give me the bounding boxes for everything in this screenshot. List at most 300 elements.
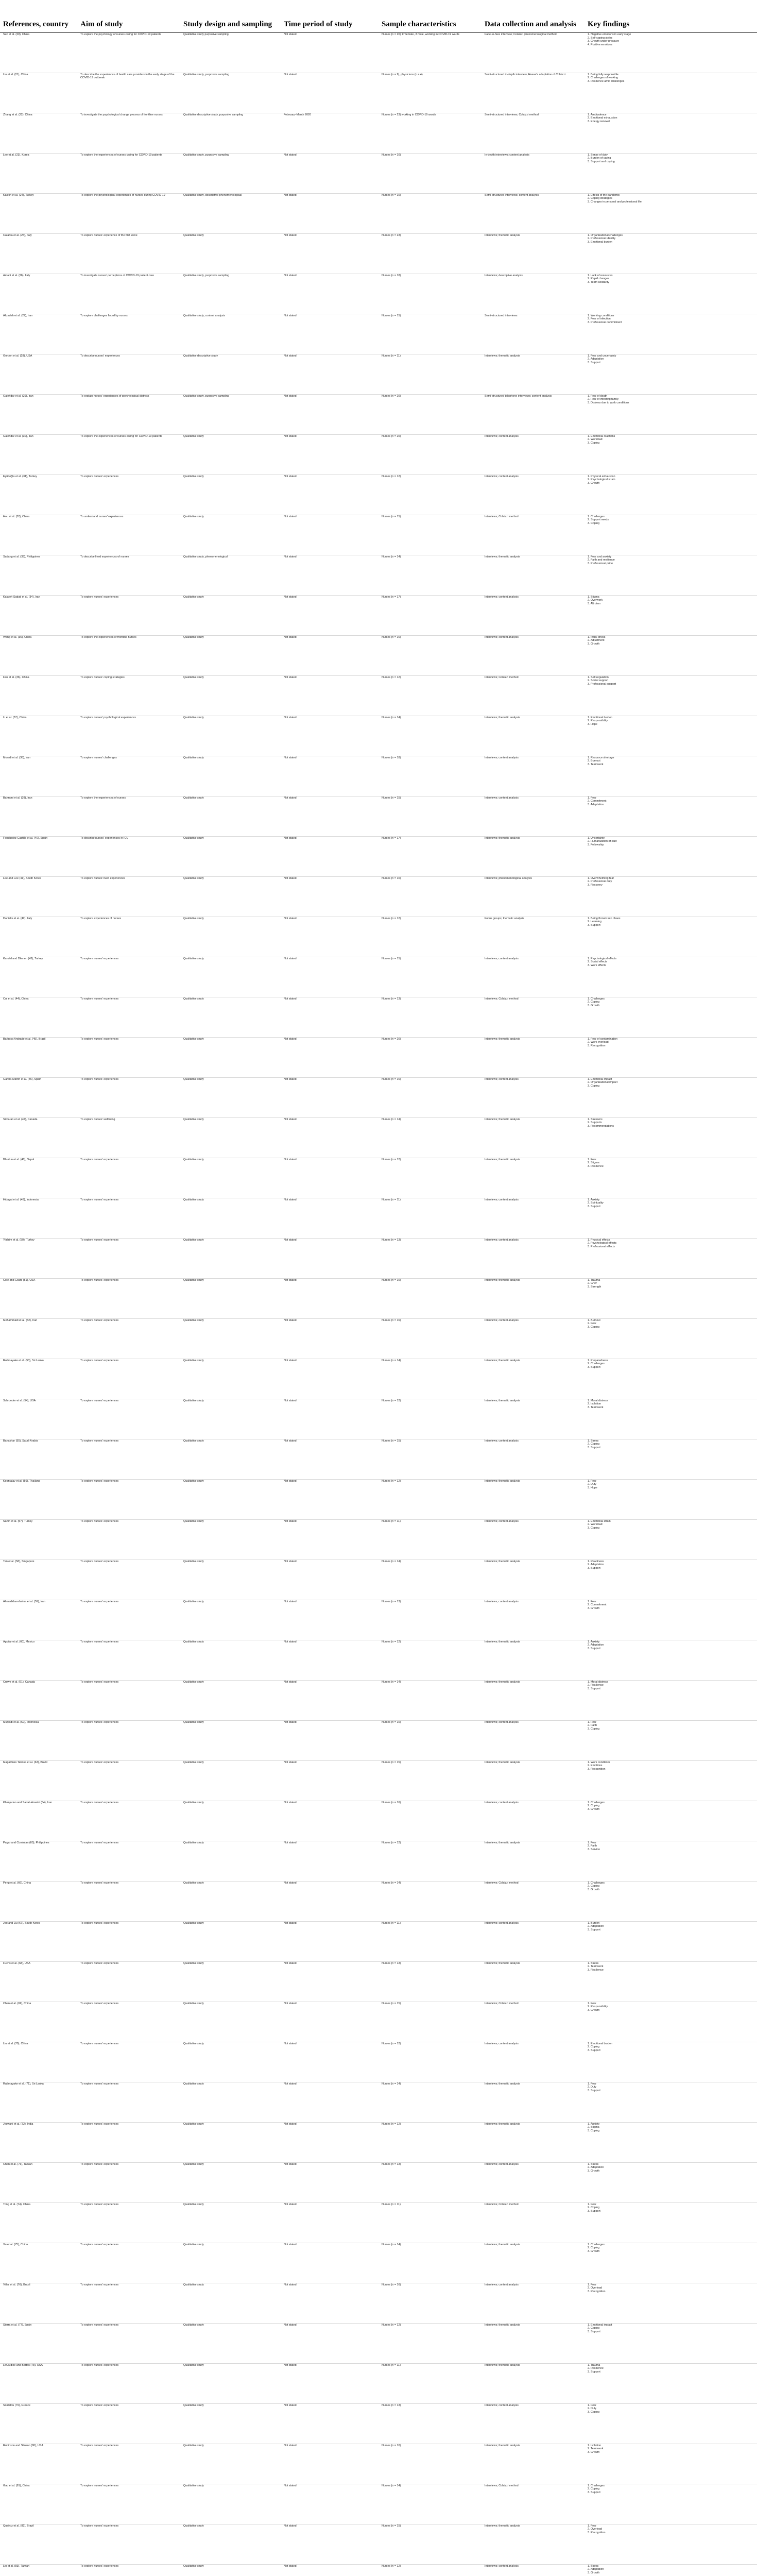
sample-cell: Nurses (n = 11) <box>378 2202 481 2243</box>
reference-cell[interactable]: Ahmadidarrehsima et al. (59), Iran <box>0 1600 77 1640</box>
table-row <box>0 595 757 635</box>
aim-cell: To describe nurses' experiences in ICU <box>77 836 180 876</box>
reference-cell[interactable]: Hou et al. (32), China <box>0 515 77 555</box>
aim-cell: To explore nurses' experiences <box>77 1519 180 1560</box>
data-cell: Interviews; thematic analysis <box>481 1560 584 1600</box>
reference-cell[interactable]: Jeswani et al. (72), India <box>0 2122 77 2162</box>
findings-cell <box>584 2243 757 2283</box>
finding-item: 3. Growth <box>588 2008 600 2012</box>
design-cell: Qualitative descriptive study, purposive sampling <box>180 113 281 153</box>
finding-item: 2. Rapid changes <box>588 277 609 281</box>
findings-cell <box>584 1841 757 1881</box>
reference-cell[interactable]: Yildirim et al. (50), Turkey <box>0 1238 77 1278</box>
design-cell: Qualitative study <box>180 1399 281 1439</box>
finding-item: 2. Teamwork <box>588 2447 604 2451</box>
table-row <box>0 2122 757 2162</box>
sample-cell: Nurses (n = 15) <box>378 314 481 354</box>
finding-item: 1. Trauma <box>588 1278 600 1282</box>
aim-cell: To explore nurses' experiences <box>77 2323 180 2363</box>
reference-cell[interactable]: Fan et al. (36), China <box>0 675 77 716</box>
reference-cell[interactable]: Robinson and Stinson (80), USA <box>0 2444 77 2484</box>
data-cell: Interviews; thematic analysis <box>481 2082 584 2122</box>
finding-item: 3. Professional commitment <box>588 320 622 324</box>
sample-cell: Nurses (n = 13) <box>378 2403 481 2444</box>
finding-item: 4. Positive emotions <box>588 43 613 46</box>
header-row <box>0 0 757 32</box>
period-cell: Not stated <box>281 1841 378 1881</box>
finding-item: 3. Support <box>588 1687 600 1690</box>
finding-item: 1. Emotional impact <box>588 2323 612 2327</box>
finding-item: 3. Growth <box>588 2249 600 2253</box>
data-cell: Interviews; thematic analysis <box>481 233 584 274</box>
aim-cell: To explore nurses' challenges <box>77 756 180 796</box>
reference-cell[interactable]: Li et al. (37), China <box>0 716 77 756</box>
findings-cell <box>584 32 757 73</box>
reference-cell[interactable]: Crowe et al. (61), Canada <box>0 1680 77 1720</box>
reference-cell[interactable]: Wang et al. (35), China <box>0 635 77 675</box>
table-row <box>0 1359 757 1399</box>
finding-item: 1. Challenges <box>588 2243 605 2246</box>
design-cell: Qualitative study <box>180 836 281 876</box>
period-cell: Not stated <box>281 515 378 555</box>
finding-item: 2. Psychological strain <box>588 478 615 482</box>
period-cell: Not stated <box>281 635 378 675</box>
finding-item: 2. Coping <box>588 2045 600 2049</box>
data-cell: Interviews; thematic analysis <box>481 2323 584 2363</box>
reference-cell[interactable]: Gao et al. (81), China <box>0 2484 77 2524</box>
data-cell: Interviews; thematic analysis <box>481 2444 584 2484</box>
sample-cell: Nurses (n = 13) <box>378 2162 481 2202</box>
finding-item: 2. Social effects <box>588 960 607 964</box>
finding-item: 3. Support <box>588 1446 600 1449</box>
header-period: Time period of study <box>281 0 378 32</box>
reference-cell[interactable]: Rathnayake et al. (53), Sri Lanka <box>0 1359 77 1399</box>
finding-item: 1. Fear <box>588 1720 597 1724</box>
reference-cell[interactable]: Xu et al. (75), China <box>0 2243 77 2283</box>
finding-item: 3. Recommendations <box>588 1124 614 1128</box>
aim-cell: To explore nurses' experiences <box>77 2403 180 2444</box>
reference-cell[interactable]: LoGiudice and Bartos (78), USA <box>0 2363 77 2403</box>
aim-cell: To explore nurses' experiences <box>77 2564 180 2576</box>
reference-cell[interactable]: Sahin et al. (57), Turkey <box>0 1519 77 1560</box>
finding-item: 3. Support <box>588 2490 600 2494</box>
aim-cell: To explore nurses' experiences <box>77 2243 180 2283</box>
table-row <box>0 796 757 836</box>
findings-cell <box>584 2363 757 2403</box>
finding-item: 2. Professional duty <box>588 880 612 884</box>
aim-cell: To explore nurses' experiences <box>77 1479 180 1519</box>
table-row <box>0 1399 757 1439</box>
reference-cell[interactable]: Lee and Lee (41), South Korea <box>0 876 77 917</box>
design-cell: Qualitative study <box>180 1881 281 1921</box>
design-cell: Qualitative study <box>180 2363 281 2403</box>
period-cell: Not stated <box>281 2202 378 2243</box>
findings-cell <box>584 73 757 113</box>
table-row <box>0 2082 757 2122</box>
table-row <box>0 957 757 997</box>
findings-cell <box>584 2042 757 2082</box>
design-cell: Qualitative study, descriptive phenomenological <box>180 193 281 233</box>
period-cell: Not stated <box>281 1760 378 1801</box>
findings-cell <box>584 1238 757 1278</box>
data-cell: Interviews; thematic analysis <box>481 1117 584 1158</box>
finding-item: 3. Support and coping <box>588 160 615 163</box>
aim-cell: To explore nurses' experiences <box>77 2484 180 2524</box>
table-row <box>0 2042 757 2082</box>
sample-cell: Nurses (n = 20) 17 female, 3 male, working in COVID-19 wards <box>378 32 481 73</box>
findings-cell <box>584 1439 757 1479</box>
findings-cell <box>584 515 757 555</box>
design-cell: Qualitative study <box>180 434 281 474</box>
table-row <box>0 1841 757 1881</box>
reference-cell[interactable]: Aguilar et al. (60), Mexico <box>0 1640 77 1680</box>
finding-item: 1. Resource shortage <box>588 756 614 759</box>
finding-item: 2. Duty <box>588 2086 597 2089</box>
sample-cell: Nurses (n = 12) <box>378 2564 481 2576</box>
table-row <box>0 1278 757 1318</box>
data-cell: Interviews; content analysis <box>481 1801 584 1841</box>
reference-cell[interactable]: Mohammadi et al. (52), Iran <box>0 1318 77 1359</box>
reference-cell[interactable]: Kalateh Sadati et al. (34), Iran <box>0 595 77 635</box>
data-cell: Interviews; content analysis <box>481 2042 584 2082</box>
reference-cell[interactable]: Soldatou (79), Greece <box>0 2403 77 2444</box>
reference-cell[interactable]: Cole and Coats (51), USA <box>0 1278 77 1318</box>
table-row <box>0 1077 757 1117</box>
period-cell: Not stated <box>281 1519 378 1560</box>
reference-cell[interactable]: Bhurtun et al. (48), Nepal <box>0 1158 77 1198</box>
findings-cell <box>584 1359 757 1399</box>
reference-cell[interactable]: Joo and Liu (67), South Korea <box>0 1921 77 1961</box>
finding-item: 3. Coping <box>588 2129 600 2132</box>
finding-item: 1. Lack of resources <box>588 274 613 277</box>
data-cell: Semi-structured interviews; content analysis <box>481 193 584 233</box>
findings-cell <box>584 876 757 917</box>
finding-item: 2. Overload <box>588 2286 602 2290</box>
period-cell: Not stated <box>281 2162 378 2202</box>
finding-item: 3. Coping <box>588 1325 600 1329</box>
sample-cell: Nurses (n = 13) <box>378 1238 481 1278</box>
finding-item: 3. Recovery <box>588 883 603 887</box>
reference-cell[interactable]: Koontalay et al. (56), Thailand <box>0 1479 77 1519</box>
data-cell: Interviews; content analysis <box>481 2403 584 2444</box>
finding-item: 2. Faith and resilience <box>588 558 615 562</box>
sample-cell: Nurses (n = 15) <box>378 957 481 997</box>
sample-cell: Nurses (n = 15) <box>378 1760 481 1801</box>
data-cell: Interviews; content analysis <box>481 1720 584 1760</box>
data-cell: Interviews; thematic analysis <box>481 1479 584 1519</box>
finding-item: 1. Anxiety <box>588 1640 600 1643</box>
aim-cell: To explore the psychological experiences of nurses during COVID-19 <box>77 193 180 233</box>
aim-cell: To explore the experiences of frontline nurses <box>77 635 180 675</box>
table-row <box>0 1439 757 1479</box>
reference-cell[interactable]: Chen et al. (69), China <box>0 2002 77 2042</box>
design-cell: Qualitative study <box>180 2002 281 2042</box>
finding-item: 2. Coping <box>588 1804 600 1808</box>
findings-cell <box>584 1881 757 1921</box>
finding-item: 1. Work conditions <box>588 1760 611 1764</box>
finding-item: 1. Psychological effects <box>588 957 617 960</box>
reference-cell[interactable]: Sierra et al. (77), Spain <box>0 2323 77 2363</box>
table-row <box>0 1198 757 1238</box>
period-cell: Not stated <box>281 2042 378 2082</box>
period-cell: Not stated <box>281 474 378 515</box>
reference-cell[interactable]: Fuchs et al. (68), USA <box>0 1961 77 2002</box>
findings-cell <box>584 2002 757 2042</box>
header-reference: References, country <box>0 0 77 32</box>
sample-cell: Nurses (n = 15) <box>378 2524 481 2564</box>
reference-cell[interactable]: Mulyadi et al. (62), Indonesia <box>0 1720 77 1760</box>
aim-cell: To explain nurses' experiences of psychological distress <box>77 394 180 434</box>
findings-cell <box>584 675 757 716</box>
finding-item: 2. Responsibility <box>588 2005 608 2009</box>
findings-cell <box>584 314 757 354</box>
reference-cell[interactable]: Galehdar et al. (30), Iran <box>0 434 77 474</box>
reference-cell[interactable]: Sun et al. (20), China <box>0 32 77 73</box>
finding-item: 2. Coping <box>588 2246 600 2250</box>
finding-item: 2. Social support <box>588 679 609 683</box>
sample-cell: Nurses (n = 17) <box>378 595 481 635</box>
finding-item: 2. Workload <box>588 1523 603 1527</box>
finding-item: 1. Physical effects <box>588 1238 610 1242</box>
finding-item: 2. Challenges of working <box>588 76 618 80</box>
sample-cell: Nurses (n = 12) <box>378 1841 481 1881</box>
aim-cell: To explore nurses' lived experiences <box>77 876 180 917</box>
table-body <box>0 32 757 2576</box>
aim-cell: To explore nurses' experiences <box>77 1961 180 2002</box>
reference-cell[interactable]: Khanjarian and Sadat-Hoseini (64), Iran <box>0 1801 77 1841</box>
design-cell: Qualitative study <box>180 1760 281 1801</box>
design-cell: Qualitative study <box>180 2162 281 2202</box>
design-cell: Qualitative study <box>180 1077 281 1117</box>
reference-cell[interactable]: Bahrami et al. (39), Iran <box>0 796 77 836</box>
table-row <box>0 274 757 314</box>
table-row <box>0 1640 757 1680</box>
findings-cell <box>584 2444 757 2484</box>
findings-cell <box>584 716 757 756</box>
finding-item: 1. Fear <box>588 2283 597 2286</box>
finding-item: 2. Isolation <box>588 1402 601 1406</box>
finding-item: 3. Growth <box>588 1606 600 1610</box>
period-cell: Not stated <box>281 233 378 274</box>
reference-cell[interactable]: Lee et al. (23), Korea <box>0 153 77 193</box>
data-cell: Interviews; content analysis <box>481 796 584 836</box>
findings-cell <box>584 635 757 675</box>
period-cell: Not stated <box>281 2363 378 2403</box>
reference-cell[interactable]: Catania et al. (25), Italy <box>0 233 77 274</box>
finding-item: 1. Uncertainty <box>588 836 605 840</box>
aim-cell: To explore nurses' experiences <box>77 2444 180 2484</box>
findings-cell <box>584 434 757 474</box>
reference-cell[interactable]: Moradi et al. (38), Iran <box>0 756 77 796</box>
data-cell: Interviews; thematic analysis <box>481 1158 584 1198</box>
data-cell: Interviews; thematic analysis <box>481 1841 584 1881</box>
finding-item: 1. Organizational challenges <box>588 233 623 237</box>
reference-cell[interactable]: Kackin et al. (24), Turkey <box>0 193 77 233</box>
sample-cell: Nurses (n = 13) <box>378 1600 481 1640</box>
sample-cell: Nurses (n = 14) <box>378 2082 481 2122</box>
reference-cell[interactable]: Tong et al. (74), China <box>0 2202 77 2243</box>
period-cell: Not stated <box>281 193 378 233</box>
findings-cell <box>584 997 757 1037</box>
reference-cell[interactable]: Liu et al. (21), China <box>0 73 77 113</box>
table-row <box>0 2002 757 2042</box>
finding-item: 1. Stress <box>588 2162 599 2166</box>
finding-item: 2. Coping <box>588 2487 600 2491</box>
reference-cell[interactable]: Gordon et al. (28), USA <box>0 354 77 394</box>
reference-cell[interactable]: Pagar and Comintan (65), Philippines <box>0 1841 77 1881</box>
table-row <box>0 153 757 193</box>
period-cell: Not stated <box>281 595 378 635</box>
sample-cell: Nurses (n = 13) <box>378 1961 481 2002</box>
reference-cell[interactable]: Rathnayake et al. (71), Sri Lanka <box>0 2082 77 2122</box>
aim-cell: To explore nurses' experiences <box>77 1640 180 1680</box>
finding-item: 2. Stigma <box>588 1161 599 1165</box>
aim-cell: To explore nurses' experience of the first wave <box>77 233 180 274</box>
finding-item: 3. Hope <box>588 1486 597 1489</box>
finding-item: 1. Fear <box>588 1841 597 1844</box>
period-cell: Not stated <box>281 314 378 354</box>
finding-item: 3. Work effects <box>588 963 606 967</box>
data-cell: Interviews; content analysis <box>481 1519 584 1560</box>
finding-item: 2. Commitment <box>588 800 607 803</box>
findings-cell <box>584 917 757 957</box>
period-cell: Not stated <box>281 2082 378 2122</box>
table-row <box>0 2363 757 2403</box>
reference-cell[interactable]: Schroeder et al. (54), USA <box>0 1399 77 1439</box>
table-row <box>0 2162 757 2202</box>
finding-item: 1. Emotional burden <box>588 716 613 719</box>
period-cell: Not stated <box>281 1801 378 1841</box>
findings-cell <box>584 957 757 997</box>
aim-cell: To explore the experiences of nurses <box>77 796 180 836</box>
reference-cell[interactable]: Sadang et al. (33), Philippines <box>0 555 77 595</box>
design-cell: Qualitative study <box>180 2403 281 2444</box>
period-cell: Not stated <box>281 1238 378 1278</box>
reference-cell[interactable]: Chen et al. (73), Taiwan <box>0 2162 77 2202</box>
finding-item: 3. Professional support <box>588 682 616 686</box>
reference-cell[interactable]: Fernández-Castillo et al. (40), Spain <box>0 836 77 876</box>
design-cell: Qualitative study, purposive sampling <box>180 274 281 314</box>
period-cell: Not stated <box>281 796 378 836</box>
period-cell: Not stated <box>281 917 378 957</box>
period-cell: Not stated <box>281 1921 378 1961</box>
reference-cell[interactable]: Galehdar et al. (29), Iran <box>0 394 77 434</box>
sample-cell: Nurses (n = 10) <box>378 876 481 917</box>
period-cell: Not stated <box>281 1117 378 1158</box>
reference-cell[interactable]: Magalhães Tabosa et al. (63), Brazil <box>0 1760 77 1801</box>
finding-item: 1. Fear <box>588 2002 597 2005</box>
data-cell: Interviews; content analysis <box>481 1921 584 1961</box>
data-cell: Interviews; content analysis <box>481 2162 584 2202</box>
finding-item: 1. Fear <box>588 2524 597 2528</box>
reference-cell[interactable]: Tan et al. (58), Singapore <box>0 1560 77 1600</box>
finding-item: 1. Challenges <box>588 2484 605 2487</box>
finding-item: 1. Initial stress <box>588 635 606 639</box>
period-cell: February–March 2020 <box>281 113 378 153</box>
finding-item: 1. Challenges <box>588 515 605 518</box>
aim-cell: To investigate the psychological change process of frontline nurses <box>77 113 180 153</box>
aim-cell: To explore nurses' experiences <box>77 1399 180 1439</box>
reference-cell[interactable]: Alizadeh et al. (27), Iran <box>0 314 77 354</box>
reference-cell[interactable]: Hidayat et al. (49), Indonesia <box>0 1198 77 1238</box>
data-cell: Interviews; thematic analysis <box>481 1037 584 1077</box>
finding-item: 3. Recognition <box>588 1044 606 1047</box>
table-row <box>0 675 757 716</box>
design-cell: Qualitative study <box>180 1560 281 1600</box>
aim-cell: To explore the experiences of nurses caring for COVID-19 patients <box>77 153 180 193</box>
finding-item: 3. Changes in personal and professional life <box>588 200 642 204</box>
finding-item: 1. Sense of duty <box>588 153 608 157</box>
data-cell: Interviews; Colaizzi method <box>481 997 584 1037</box>
aim-cell: To explore nurses' experiences <box>77 1318 180 1359</box>
reference-cell[interactable]: Cui et al. (44), China <box>0 997 77 1037</box>
period-cell: Not stated <box>281 2564 378 2576</box>
sample-cell: Nurses (n = 9), physicians (n = 4) <box>378 73 481 113</box>
data-cell: Semi-structured telephone interviews; content analysis <box>481 394 584 434</box>
data-cell: Interviews; thematic analysis <box>481 1961 584 2002</box>
reference-cell[interactable]: Arcadi et al. (26), Italy <box>0 274 77 314</box>
data-cell: Interviews; thematic analysis <box>481 2243 584 2283</box>
aim-cell: To explore nurses' experiences <box>77 1037 180 1077</box>
finding-item: 3. Distress due to work conditions <box>588 401 629 404</box>
table-row <box>0 32 757 73</box>
period-cell: Not stated <box>281 1077 378 1117</box>
reference-cell[interactable]: Barbosa Andrade et al. (45), Brazil <box>0 1037 77 1077</box>
period-cell: Not stated <box>281 1158 378 1198</box>
sample-cell: Nurses (n = 14) <box>378 1359 481 1399</box>
reference-cell[interactable]: Danielis et al. (42), Italy <box>0 917 77 957</box>
findings-cell <box>584 2564 757 2576</box>
reference-cell[interactable]: Kandel and Dikmen (43), Turkey <box>0 957 77 997</box>
reference-cell[interactable]: Lin et al. (83), Taiwan <box>0 2564 77 2576</box>
reference-cell[interactable]: Liu et al. (70), China <box>0 2042 77 2082</box>
aim-cell: To explore nurses' experiences <box>77 1359 180 1399</box>
finding-item: 2. Coping <box>588 2327 600 2330</box>
reference-cell[interactable]: Eyüboğlu et al. (31), Turkey <box>0 474 77 515</box>
sample-cell: Nurses (n = 12) <box>378 2042 481 2082</box>
aim-cell: To explore nurses' experiences <box>77 1720 180 1760</box>
reference-cell[interactable]: Sriharan et al. (47), Canada <box>0 1117 77 1158</box>
reference-cell[interactable]: Queiroz et al. (82), Brazil <box>0 2524 77 2564</box>
period-cell: Not stated <box>281 1439 378 1479</box>
findings-cell <box>584 2122 757 2162</box>
period-cell: Not stated <box>281 2122 378 2162</box>
finding-item: 3. Recognition <box>588 1767 606 1771</box>
aim-cell: To explore nurses' experiences <box>77 2002 180 2042</box>
data-cell: Semi-structured interviews; Colaizzi method <box>481 113 584 153</box>
finding-item: 1. Fear <box>588 2403 597 2407</box>
aim-cell: To explore nurses' experiences <box>77 595 180 635</box>
sample-cell: Nurses (n = 12) <box>378 917 481 957</box>
finding-item: 3. Growth <box>588 481 600 485</box>
reference-cell[interactable]: Peng et al. (66), China <box>0 1881 77 1921</box>
reference-cell[interactable]: Villar et al. (76), Brazil <box>0 2283 77 2323</box>
period-cell: Not stated <box>281 1680 378 1720</box>
data-cell: Interviews; Colaizzi method <box>481 2002 584 2042</box>
reference-cell[interactable]: García-Martín et al. (46), Spain <box>0 1077 77 1117</box>
sample-cell: Nurses (n = 14) <box>378 2243 481 2283</box>
finding-item: 3. Adaptation <box>588 803 604 806</box>
findings-cell <box>584 1640 757 1680</box>
table-row <box>0 2323 757 2363</box>
data-cell: Interviews; content analysis <box>481 756 584 796</box>
aim-cell: To explore nurses' experiences <box>77 1439 180 1479</box>
finding-item: 2. Spirituality <box>588 1201 604 1205</box>
finding-item: 2. Fear <box>588 1322 597 1326</box>
reference-cell[interactable]: Zhang et al. (22), China <box>0 113 77 153</box>
reference-cell[interactable]: Banakhar (55), Saudi Arabia <box>0 1439 77 1479</box>
findings-cell <box>584 1680 757 1720</box>
